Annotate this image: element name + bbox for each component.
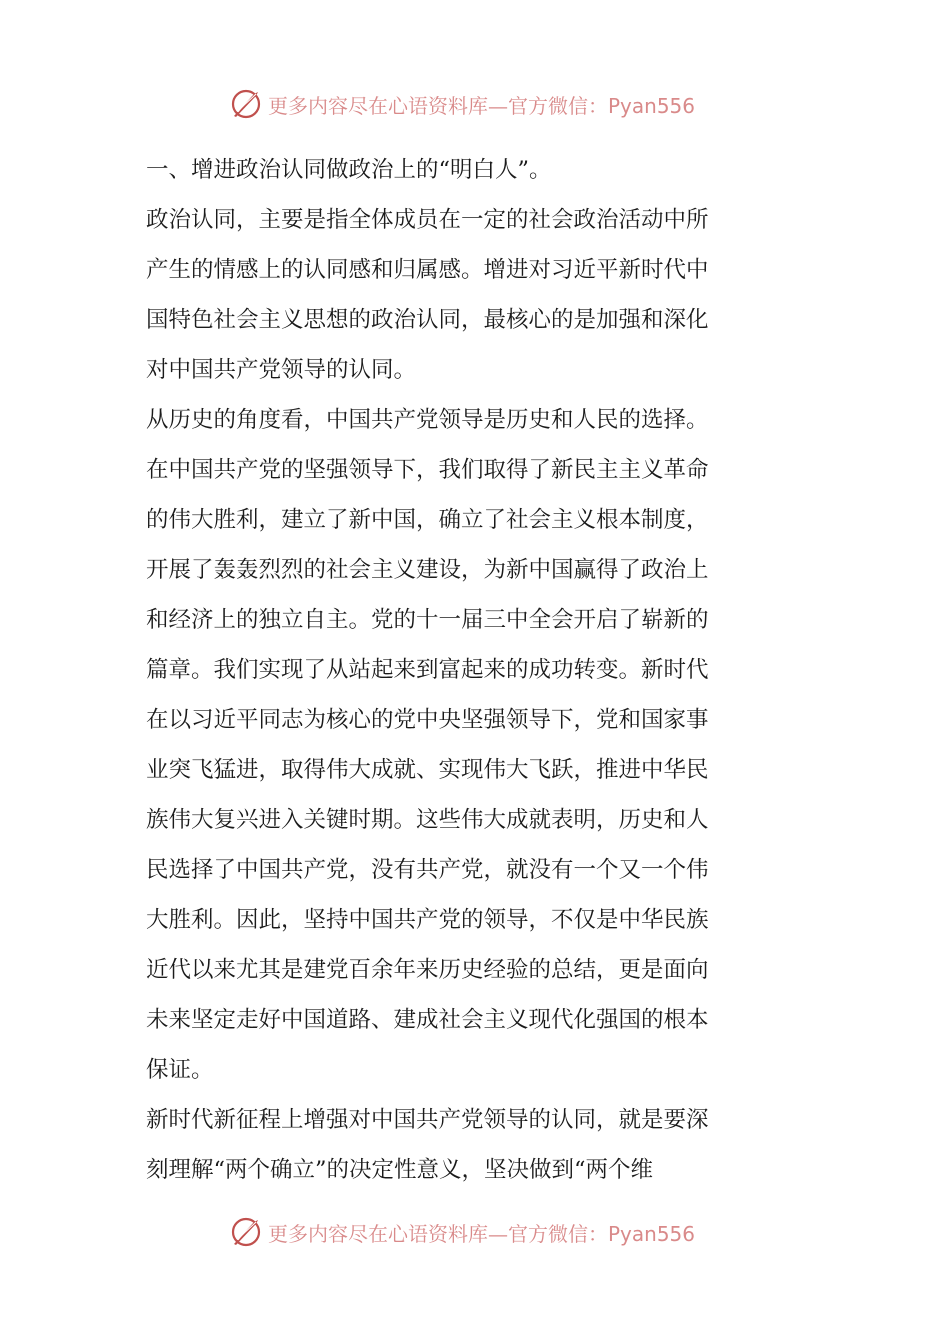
text-line: 对中国共产党领导的认同。	[146, 357, 417, 383]
text-line: 一、增进政治认同做政治上的“明白人”。	[146, 157, 552, 183]
text-line: 国特色社会主义思想的政治认同，最核心的是加强和深化	[146, 307, 709, 333]
banner-text	[268, 1218, 695, 1247]
quill-pen-logo-icon	[228, 1214, 264, 1250]
banner-separator: —	[488, 1221, 508, 1246]
text-line: 民选择了中国共产党，没有共产党，就没有一个又一个伟	[146, 857, 709, 883]
text-line: 开展了轰轰烈烈的社会主义建设，为新中国赢得了政治上	[146, 557, 709, 583]
document-body	[146, 145, 806, 1195]
banner-wechat: 官方微信：Pyan556	[508, 1221, 696, 1246]
banner-main-text: 更多内容尽在心语资料库	[268, 93, 488, 118]
text-line: 篇章。我们实现了从站起来到富起来的成功转变。新时代	[146, 657, 709, 683]
text-line: 在中国共产党的坚强领导下，我们取得了新民主主义革命	[146, 457, 709, 483]
text-line: 从历史的角度看，中国共产党领导是历史和人民的选择。	[146, 407, 709, 433]
footer-banner	[228, 1212, 748, 1252]
text-line: 在以习近平同志为核心的党中央坚强领导下，党和国家事	[146, 707, 709, 733]
text-line: 近代以来尤其是建党百余年来历史经验的总结，更是面向	[146, 957, 709, 983]
text-line: 新时代新征程上增强对中国共产党领导的认同，就是要深	[146, 1107, 709, 1133]
text-line: 业突飞猛进，取得伟大成就、实现伟大飞跃，推进中华民	[146, 757, 709, 783]
banner-separator: —	[488, 93, 508, 118]
header-banner	[228, 84, 748, 124]
text-line: 未来坚定走好中国道路、建成社会主义现代化强国的根本	[146, 1007, 709, 1033]
text-line: 产生的情感上的认同感和归属感。增进对习近平新时代中	[146, 257, 709, 283]
text-line: 政治认同，主要是指全体成员在一定的社会政治活动中所	[146, 207, 709, 233]
banner-text	[268, 90, 695, 119]
banner-wechat: 官方微信：Pyan556	[508, 93, 696, 118]
text-line: 的伟大胜利，建立了新中国，确立了社会主义根本制度，	[146, 507, 709, 533]
text-line: 大胜利。因此，坚持中国共产党的领导，不仅是中华民族	[146, 907, 709, 933]
text-line: 和经济上的独立自主。党的十一届三中全会开启了崭新的	[146, 607, 709, 633]
text-line: 族伟大复兴进入关键时期。这些伟大成就表明，历史和人	[146, 807, 709, 833]
banner-main-text: 更多内容尽在心语资料库	[268, 1221, 488, 1246]
text-line: 保证。	[146, 1057, 214, 1083]
text-line: 刻理解“两个确立”的决定性意义，坚决做到“两个维	[146, 1157, 654, 1183]
quill-pen-logo-icon	[228, 86, 264, 122]
